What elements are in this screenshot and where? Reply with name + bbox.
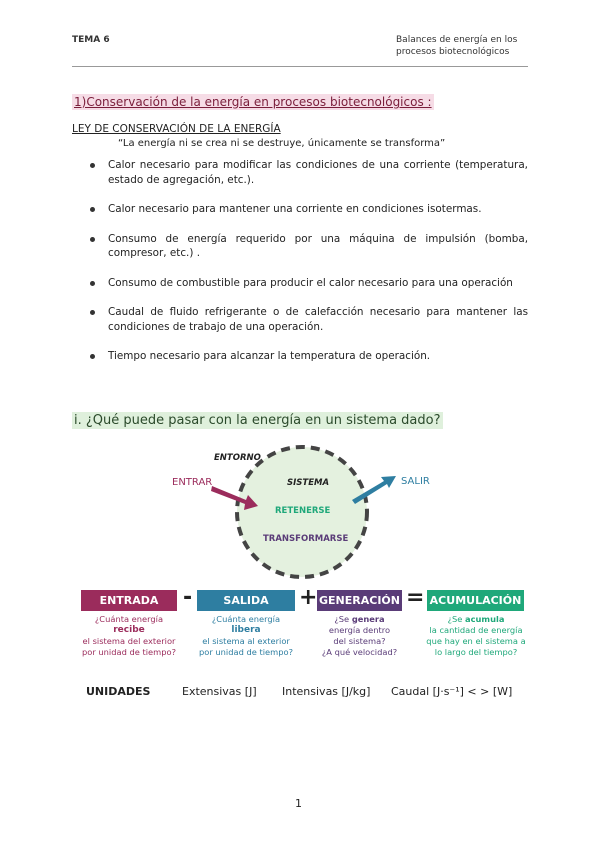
sistema-label: SISTEMA: [287, 478, 330, 488]
energy-system-diagram: [0, 440, 600, 580]
equals-operator: =: [406, 585, 425, 610]
acumulacion-desc-line: ¿Se acumula: [447, 614, 505, 624]
units-caudal: Caudal [J·s⁻¹] < > [W]: [391, 685, 513, 698]
units-intensivas: Intensivas [J/kg]: [282, 685, 371, 698]
question-title: i. ¿Qué puede pasar con la energía en un sistema dado?: [74, 413, 441, 428]
bullet-list: [86, 158, 528, 379]
generacion-desc-line: energía dentro: [328, 625, 391, 635]
minus-operator: -: [183, 585, 193, 610]
entrada-desc-line: ¿Cuánta energía: [94, 614, 164, 624]
list-item: Calor necesario para mantener una corriente en condiciones isotermas.: [86, 202, 528, 217]
salida-desc-line: el sistema al exterior: [202, 636, 290, 646]
salida-description: [194, 614, 298, 658]
acumulacion-description: [422, 614, 530, 658]
list-item: Caudal de fluido refrigerante o de calefacción necesario para mantener las condiciones de trabajo de una operación.: [86, 305, 528, 334]
header-title-line1: Balances de energía en los: [396, 35, 518, 45]
generacion-desc-line: del sistema?: [333, 636, 386, 646]
units-label: UNIDADES: [86, 685, 151, 698]
retenerse-label: RETENERSE: [275, 506, 331, 516]
generacion-box: GENERACIÓN: [317, 590, 402, 611]
list-item: Tiempo necesario para alcanzar la temperatura de operación.: [86, 349, 528, 364]
units-extensivas: Extensivas [J]: [182, 685, 257, 698]
entrada-desc-line: por unidad de tiempo?: [82, 647, 176, 657]
generacion-desc-emphasis: genera: [351, 614, 385, 624]
page-number: 1: [295, 797, 302, 810]
salida-desc-emphasis: libera: [231, 625, 261, 635]
generacion-desc-line: ¿Se genera: [334, 614, 385, 624]
list-item: Consumo de combustible para producir el calor necesario para una operación: [86, 276, 528, 291]
list-item: Consumo de energía requerido por una máquina de impulsión (bomba, compresor, etc.) .: [86, 232, 528, 261]
salir-label: SALIR: [401, 476, 430, 487]
law-quote: “La energía ni se crea ni se destruye, únicamente se transforma”: [118, 138, 446, 149]
entrada-desc-line: el sistema del exterior: [82, 636, 176, 646]
section-title: 1)Conservación de la energía en procesos biotecnológicos :: [74, 95, 432, 109]
header-divider: [72, 66, 528, 67]
entrada-description: [76, 614, 182, 658]
generacion-description: [314, 614, 405, 658]
entrada-desc-emphasis: recibe: [113, 625, 145, 635]
salida-desc-line: ¿Cuánta energía: [211, 614, 281, 624]
plus-operator: +: [299, 585, 318, 610]
header-topic: TEMA 6: [72, 35, 110, 45]
salida-desc-line: por unidad de tiempo?: [199, 647, 293, 657]
acumulacion-desc-line: que hay en el sistema a: [426, 636, 526, 646]
header-title-line2: procesos biotecnológicos: [396, 47, 510, 57]
acumulacion-box: ACUMULACIÓN: [427, 590, 524, 611]
salida-box: SALIDA: [197, 590, 295, 611]
header-title: [396, 34, 536, 58]
acumulacion-desc-emphasis: acumula: [465, 614, 505, 624]
transformarse-label: TRANSFORMARSE: [263, 534, 349, 544]
law-title: LEY DE CONSERVACIÓN DE LA ENERGÍA: [72, 123, 281, 135]
acumulacion-desc-line: la cantidad de energía: [429, 625, 523, 635]
generacion-desc-line: ¿A qué velocidad?: [321, 647, 398, 657]
entorno-label: ENTORNO: [214, 453, 261, 463]
list-item: Calor necesario para modificar las condiciones de una corriente (temperatura, estado de agregación, etc.).: [86, 158, 528, 187]
entrada-box: ENTRADA: [81, 590, 177, 611]
entrar-label: ENTRAR: [172, 477, 213, 488]
acumulacion-desc-line: lo largo del tiempo?: [434, 647, 518, 657]
